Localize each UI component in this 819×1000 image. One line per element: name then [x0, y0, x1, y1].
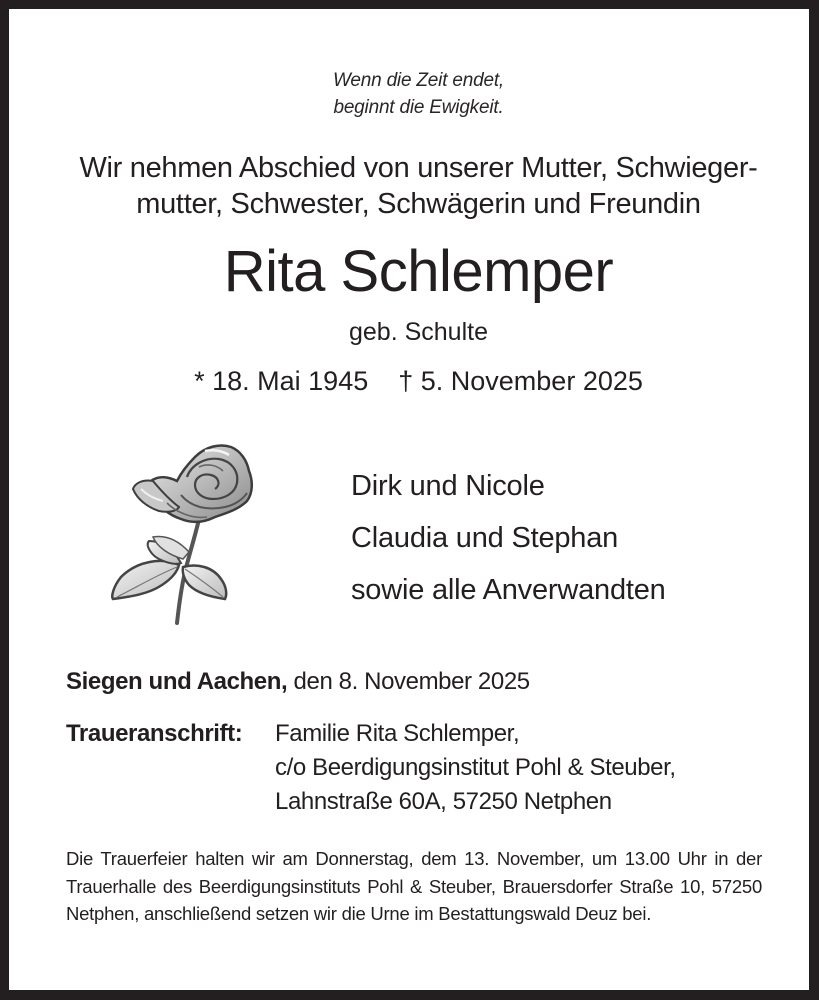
motto-line: Wenn die Zeit endet, — [333, 70, 504, 91]
mourner: Dirk und Nicole — [351, 470, 545, 502]
address-line: Lahnstraße 60A, 57250 Netphen — [275, 788, 612, 815]
life-dates — [9, 365, 819, 397]
ceremony-info: Die Trauerfeier halten wir am Donnerstag, dem 13. November, um 13.00 Uhr in der Trauerhalle des Beerdigungsinstituts Pohl & Steuber, Brauersdorfer Straße 10, 57250 Netphen, anschließend setzen wir die Urne im Bestattungswald Deuz bei. — [66, 848, 762, 924]
mourning-address — [275, 717, 676, 819]
motto — [9, 67, 819, 121]
intro-text — [9, 150, 819, 222]
rose-icon — [107, 437, 257, 627]
death-date: † 5. November 2025 — [398, 366, 643, 396]
motto-line: beginnt die Ewigkeit. — [333, 97, 504, 118]
intro-line: Wir nehmen Abschied von unserer Mutter, Schwieger- — [79, 152, 758, 184]
intro-line: mutter, Schwester, Schwägerin und Freundin — [136, 188, 701, 220]
address-line: c/o Beerdigungsinstitut Pohl & Steuber, — [275, 754, 676, 781]
mourner: sowie alle Anverwandten — [351, 574, 666, 606]
date: den 8. November 2025 — [287, 668, 530, 695]
birth-date: * 18. Mai 1945 — [194, 366, 369, 396]
place-and-date — [66, 667, 530, 697]
place: Siegen und Aachen, — [66, 668, 288, 695]
deceased-name: Rita Schlemper — [223, 239, 614, 304]
address-label: Traueranschrift: — [66, 720, 243, 747]
address-line: Familie Rita Schlemper, — [275, 720, 520, 747]
maiden-name: geb. Schulte — [349, 318, 488, 346]
mourner: Claudia und Stephan — [351, 522, 619, 554]
mourners-list — [351, 460, 666, 616]
